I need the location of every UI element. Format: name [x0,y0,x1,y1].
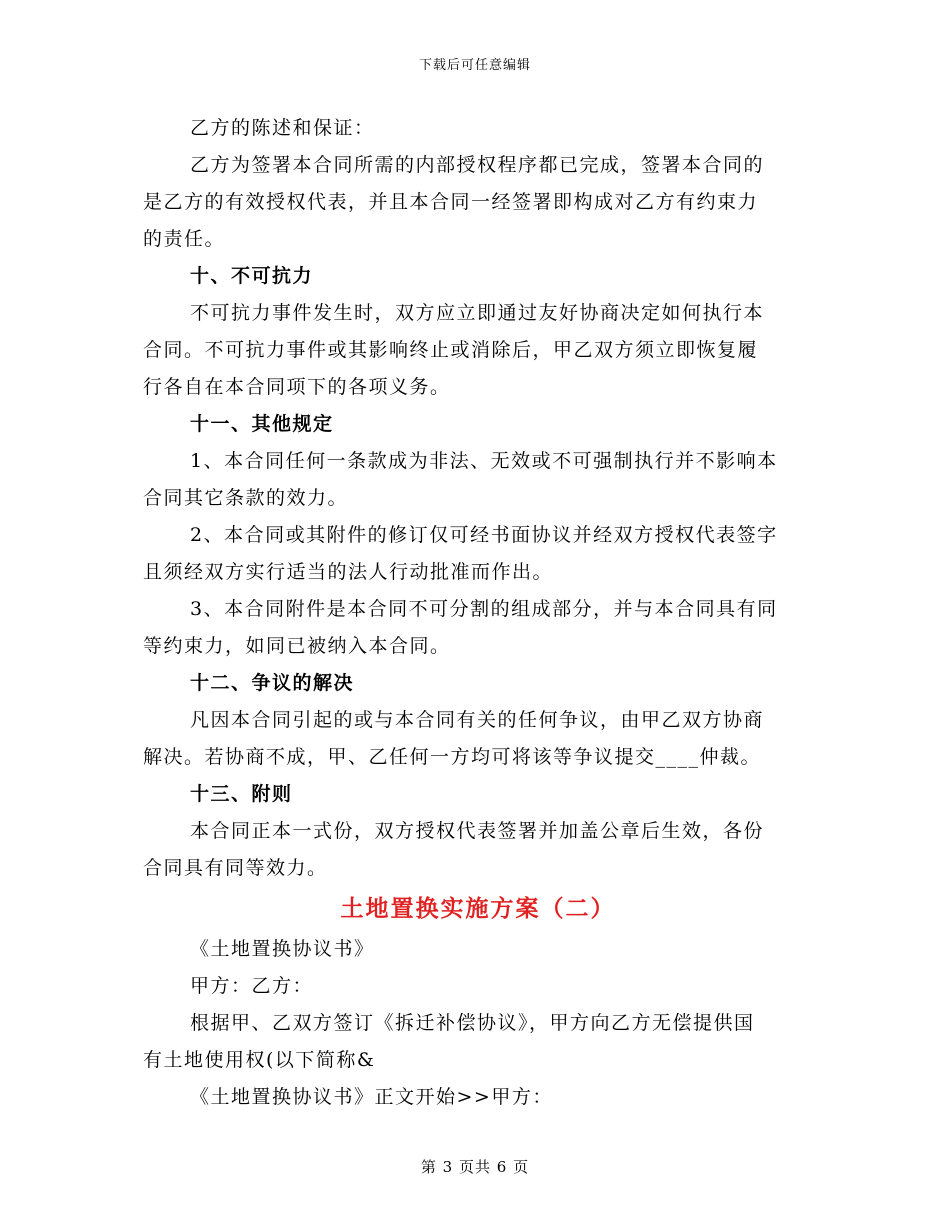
clause-heading: 十二、争议的解决 [190,672,355,694]
paragraph-line: 等约束力，如同已被纳入本合同。 [143,635,451,657]
paragraph-line: 3、本合同附件是本合同不可分割的组成部分，并与本合同具有同 [190,598,778,620]
paragraph-line: 1、本合同任何一条款成为非法、无效或不可强制执行并不影响本 [190,450,778,472]
paragraph-line: 合同具有同等效力。 [143,857,328,879]
paragraph-line: 乙方的陈述和保证： [190,117,375,139]
paragraph-line: 是乙方的有效授权代表，并且本合同一经签署即构成对乙方有约束力 [143,191,759,213]
paragraph-line: 且须经双方实行适当的法人行动批准而作出。 [143,561,554,583]
paragraph-line: 合同。不可抗力事件或其影响终止或消除后，甲乙双方须立即恢复履 [143,339,759,361]
paragraph-line: 解决。若协商不成，甲、乙任何一方均可将该等争议提交____仲裁。 [143,746,762,768]
clause-heading: 十一、其他规定 [190,413,334,435]
paragraph-line: 2、本合同或其附件的修订仅可经书面协议并经双方授权代表签字 [190,524,778,546]
section-title: 土地置换实施方案（二） [340,896,616,922]
paragraph-line: 本合同正本一式份，双方授权代表签署并加盖公章后生效，各份 [190,820,765,842]
paragraph-line: 的责任。 [143,228,226,250]
paragraph-line: 乙方为签署本合同所需的内部授权程序都已完成，签署本合同的 [190,154,765,176]
paragraph-line: 行各自在本合同项下的各项义务。 [143,376,451,398]
paragraph-line: 甲方：乙方： [190,975,314,997]
clause-heading: 十三、附则 [190,783,293,805]
paragraph-line: 有土地使用权(以下简称& [143,1049,376,1071]
paragraph-line: 凡因本合同引起的或与本合同有关的任何争议，由甲乙双方协商 [190,709,765,731]
document-body [143,110,813,1116]
paragraph-line: 不可抗力事件发生时，双方应立即通过友好协商决定如何执行本 [190,302,765,324]
paragraph-line: 根据甲、乙双方签订《拆迁补偿协议》，甲方向乙方无偿提供国 [190,1012,755,1034]
paragraph-line: 《土地置换协议书》正文开始>>甲方： [190,1086,553,1108]
clause-heading: 十、不可抗力 [190,265,314,287]
paragraph-line: 合同其它条款的效力。 [143,487,349,509]
page-footer: 第 3 页共 6 页 [420,1158,530,1176]
paragraph-line: 《土地置换协议书》 [190,938,375,960]
page-header-note: 下载后可任意编辑 [418,58,531,73]
